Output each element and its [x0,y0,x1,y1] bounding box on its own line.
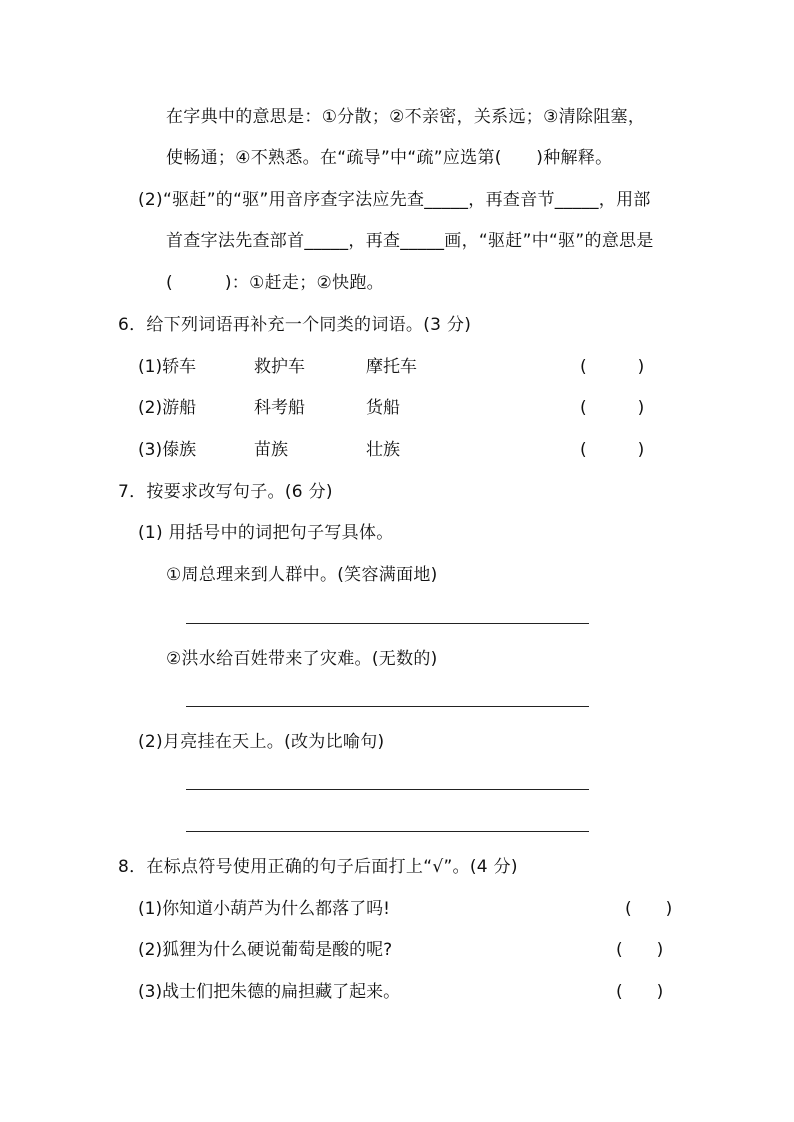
q6-title: 6．给下列词语再补充一个同类的词语。(3 分) [118,315,472,335]
q6-row2-answer-blank[interactable]: ( ) [580,398,645,418]
q7-item-2: ②洪水给百姓带来了灾难。(无数的) [166,649,438,669]
q5-line-5: ( )：①赶走；②快跑。 [166,273,384,293]
q8-row1-answer-blank[interactable]: ( ) [625,899,673,919]
q8-row1-text: (1)你知道小葫芦为什么都落了吗! [138,899,390,919]
q7-sub-2-answer-line-2[interactable] [186,831,589,832]
q6-row2-word3: 货船 [366,398,400,418]
q7-sub-2: (2)月亮挂在天上。(改为比喻句) [138,732,385,752]
q7-item-1-answer-line[interactable] [186,623,589,624]
q7-item-1: ①周总理来到人群中。(笑容满面地) [166,565,438,585]
q5-line-1: 在字典中的意思是：①分散；②不亲密，关系远；③清除阻塞， [166,107,646,127]
q7-sub-1: (1) 用括号中的词把句子写具体。 [138,523,394,543]
q8-title: 8．在标点符号使用正确的句子后面打上“√”。(4 分) [118,857,518,877]
q6-row3-answer-blank[interactable]: ( ) [580,440,645,460]
q8-row3-text: (3)战士们把朱德的扁担藏了起来。 [138,982,401,1002]
q6-row1-answer-blank[interactable]: ( ) [580,357,645,377]
q8-row2-answer-blank[interactable]: ( ) [616,940,664,960]
q5-line-3: (2)“驱赶”的“驱”用音序查字法应先查_____，再查音节_____，用部 [138,190,651,210]
q8-row2-text: (2)狐狸为什么硬说葡萄是酸的呢? [138,940,393,960]
q5-line-2: 使畅通；④不熟悉。在“疏导”中“疏”应选第( )种解释。 [166,148,613,168]
q7-item-2-answer-line[interactable] [186,706,589,707]
q6-row2-word2: 科考船 [254,398,305,418]
q5-line-4: 首查字法先查部首_____，再查_____画，“驱赶”中“驱”的意思是 [166,231,654,251]
q6-row2-label: (2)游船 [138,398,197,418]
q6-row3-word3: 壮族 [366,440,400,460]
q6-row3-label: (3)傣族 [138,440,197,460]
q6-row3-word2: 苗族 [254,440,288,460]
q8-row3-answer-blank[interactable]: ( ) [616,982,664,1002]
q6-row1-word3: 摩托车 [366,357,417,377]
q6-row1-word2: 救护车 [254,357,305,377]
q7-title: 7．按要求改写句子。(6 分) [118,482,333,502]
q7-sub-2-answer-line-1[interactable] [186,789,589,790]
q6-row1-label: (1)轿车 [138,357,197,377]
